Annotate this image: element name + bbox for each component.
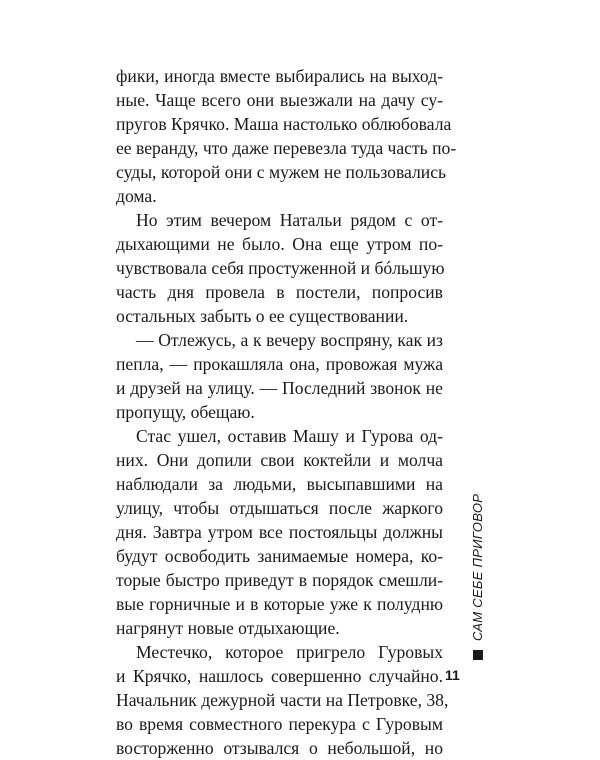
text-line: дыхающими не было. Она еще утром по- <box>116 234 443 254</box>
page-number: 11 <box>445 667 460 683</box>
text-line: и друзей на улицу. — Последний звонок не <box>116 378 443 398</box>
text-line: во время совместного перекура с Гуровым <box>116 714 443 734</box>
text-line: Начальник дежурной части на Петровке, 38, <box>116 690 449 710</box>
text-line: наблюдали за людьми, высыпавшими на <box>116 474 443 494</box>
text-line: нагрянут новые отдыхающие. <box>116 618 340 638</box>
text-line: Стас ушел, оставив Машу и Гурова од- <box>136 426 443 446</box>
text-line: торые быстро приведут в порядок смешли- <box>116 570 443 590</box>
text-line: остальных забыть о ее существовании. <box>116 306 409 326</box>
text-line: них. Они допили свои коктейли и молча <box>116 450 443 470</box>
text-line: дома. <box>116 186 157 206</box>
text-line: пропущу, обещаю. <box>116 402 255 422</box>
text-line: фики, иногда вместе выбирались на выход- <box>116 66 443 86</box>
square-marker-icon <box>473 650 483 660</box>
text-line: Местечко, которое пригрело Гуровых <box>136 642 443 662</box>
text-line: часть дня провела в постели, попросив <box>116 282 443 302</box>
text-line: суды, которой они с мужем не пользовались <box>116 162 447 182</box>
text-line: вые горничные и в которые уже к полудню <box>116 594 443 614</box>
text-line: и Крячко, нашлось совершенно случайно. <box>116 666 443 686</box>
text-line: восторженно отзывался о небольшой, но <box>116 738 443 758</box>
text-line: — Отлежусь, а к вечеру воспряну, как из <box>136 330 443 350</box>
text-line: пепла, — прокашляла она, провожая мужа <box>116 354 443 374</box>
text-line: будут освободить занимаемые номера, ко- <box>116 546 443 566</box>
text-line: ные. Чаще всего они выезжали на дачу су- <box>116 90 443 110</box>
text-line: Но этим вечером Натальи рядом с от- <box>136 210 443 230</box>
text-line: улицу, чтобы отдышаться после жаркого <box>116 498 443 518</box>
text-line: ее веранду, что даже перевезла туда часть по- <box>116 138 457 158</box>
running-title <box>470 494 485 660</box>
text-line: пругов Крячко. Маша настолько облюбовала <box>116 114 452 134</box>
text-line: дня. Завтра утром все постояльцы должны <box>116 522 443 542</box>
running-title-text: САМ СЕБЕ ПРИГОВОР <box>470 493 485 641</box>
text-line: чувствовала себя простуженной и бóльшую <box>116 258 445 278</box>
